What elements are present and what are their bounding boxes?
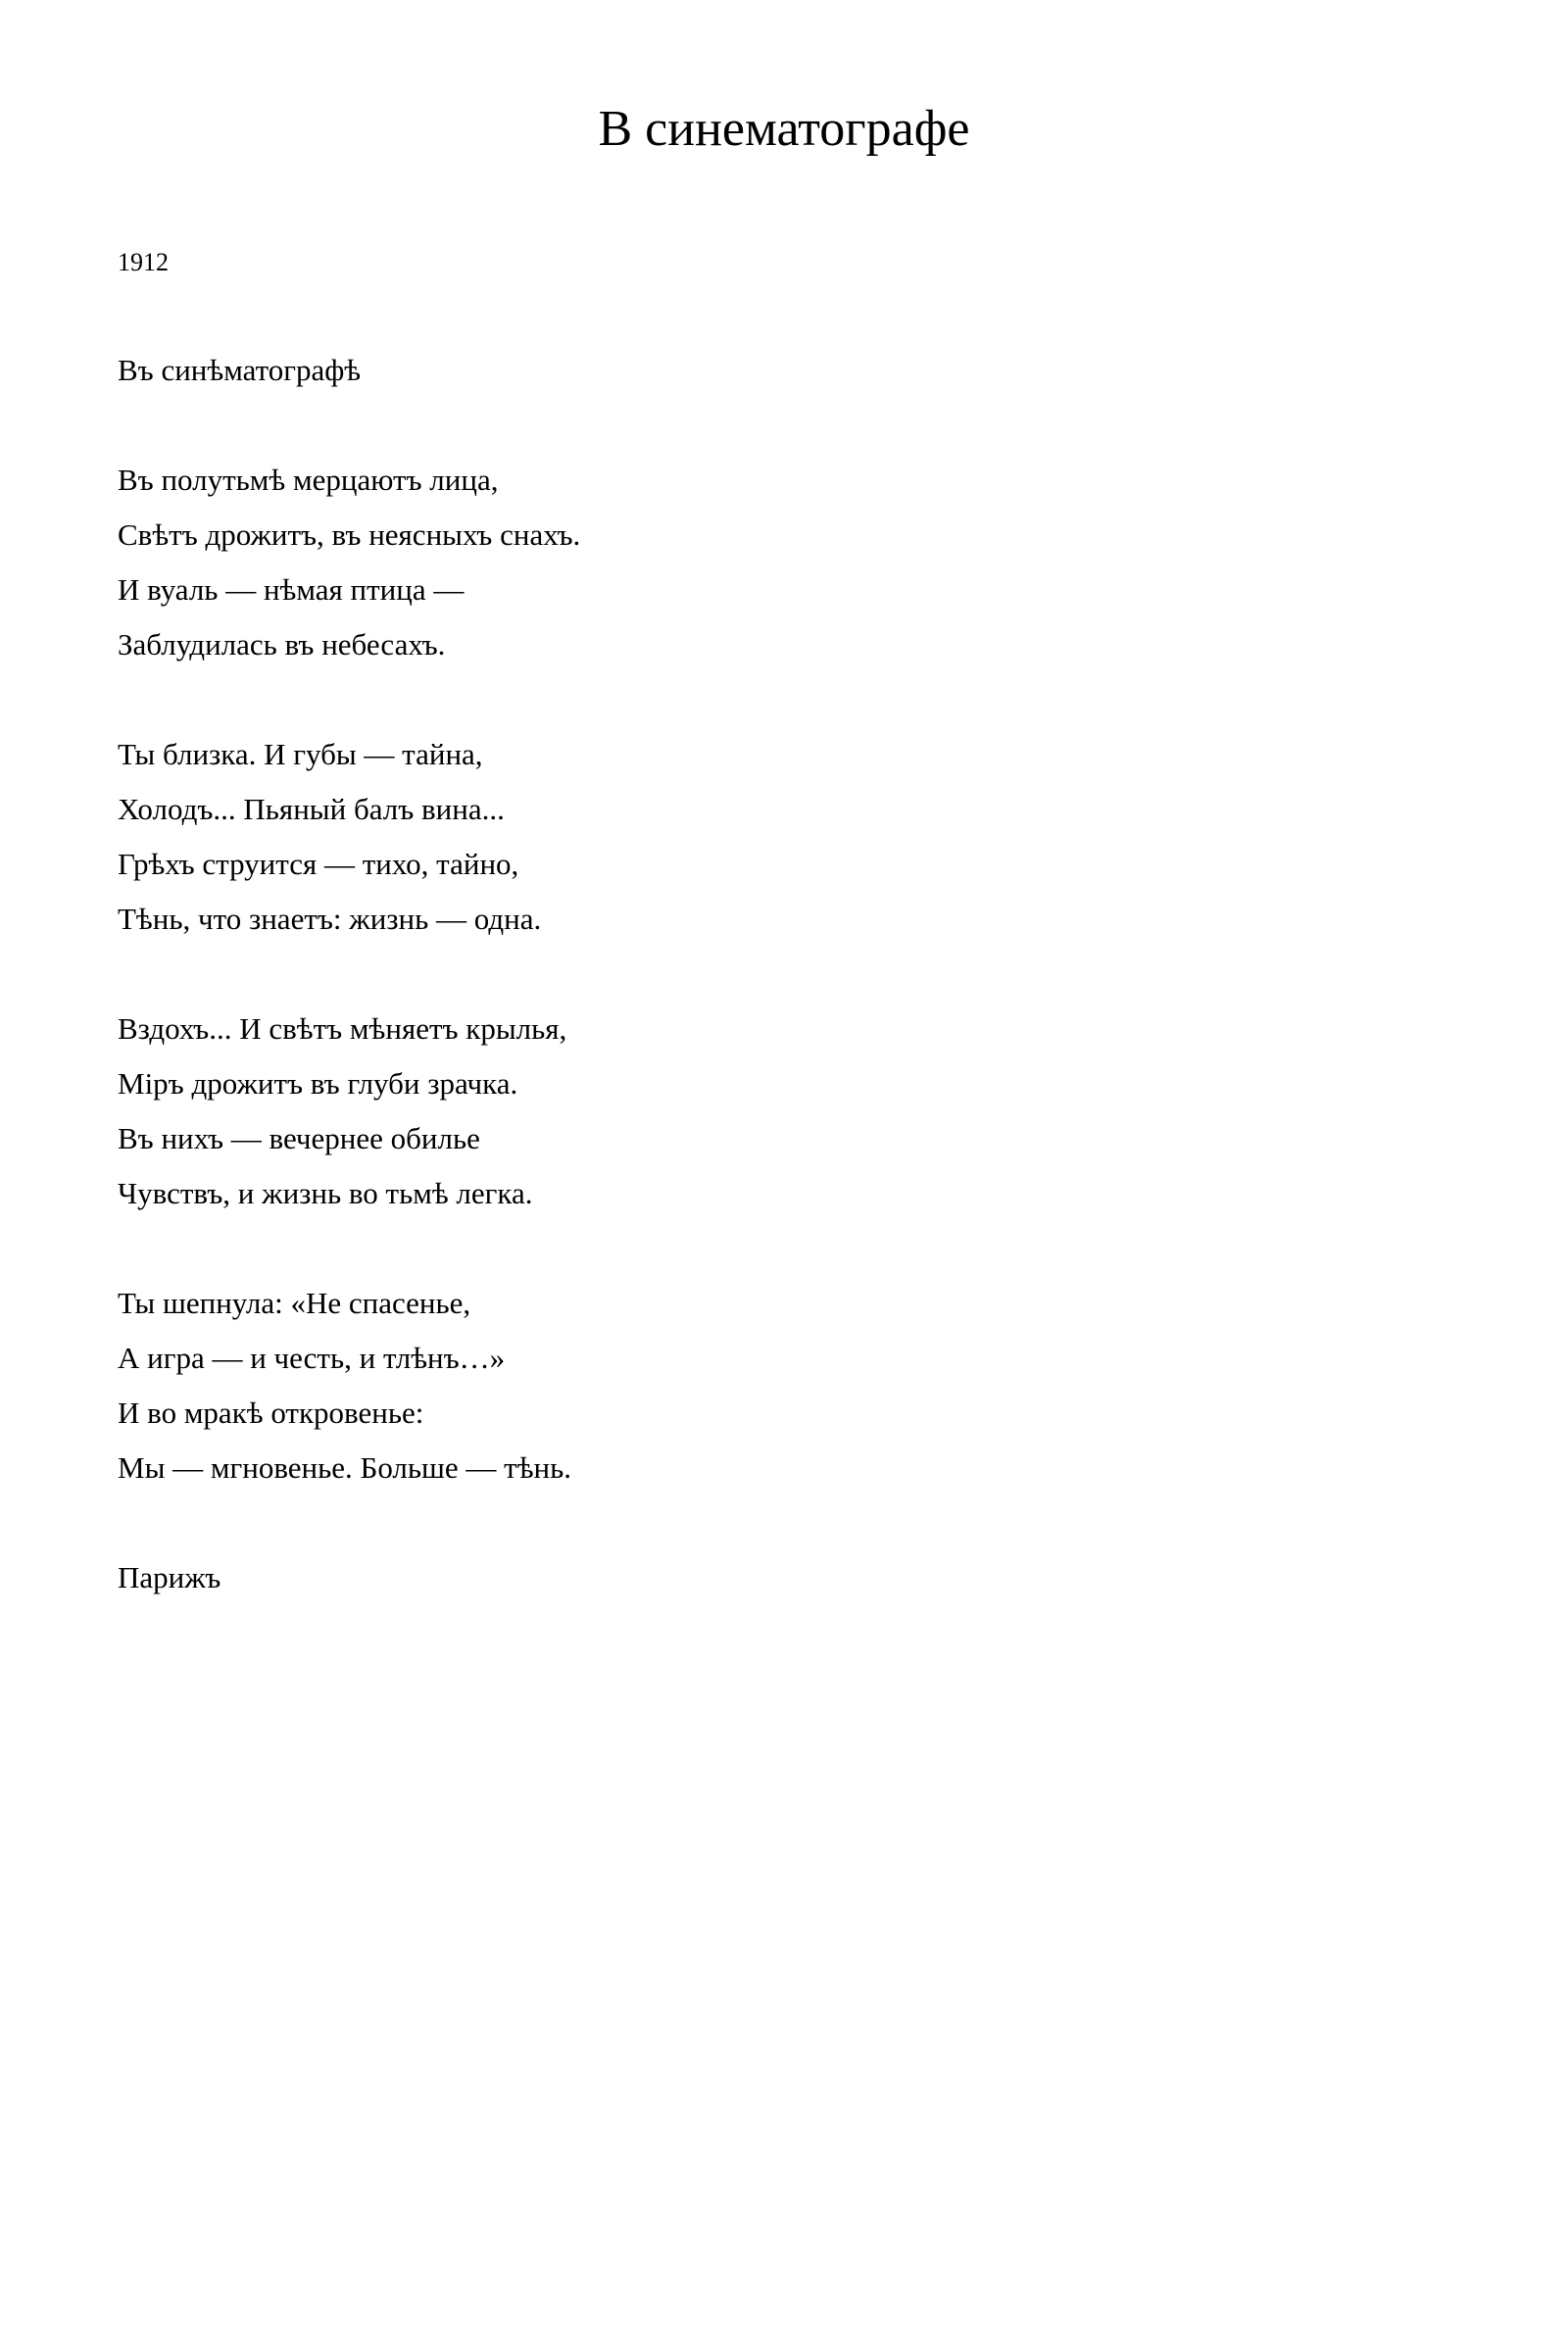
poem-body (118, 343, 1450, 1605)
poem-line: Въ полутьмѣ мерцаютъ лица, (118, 463, 499, 497)
poem-line: Въ нихъ — вечернее обилье (118, 1121, 480, 1155)
poem-line: Мы — мгновенье. Больше — тѣнь. (118, 1450, 572, 1485)
poem-line: Міръ дрожитъ въ глуби зрачка. (118, 1066, 518, 1101)
poem-line: Ты близка. И губы — тайна, (118, 737, 483, 771)
poem-line: Вздохъ... И свѣтъ мѣняетъ крылья, (118, 1011, 567, 1046)
spacer (118, 1495, 1450, 1550)
poem-line: И вуаль — нѣмая птица — (118, 572, 465, 607)
stanza-4 (118, 1276, 1450, 1495)
place-signature: Парижъ (118, 1560, 221, 1594)
poem-line: Свѣтъ дрожитъ, въ неясныхъ снахъ. (118, 517, 581, 552)
poem-line: Грѣхъ струится — тихо, тайно, (118, 847, 519, 881)
year-label: 1912 (118, 248, 169, 276)
stanza-2 (118, 727, 1450, 947)
poem-title: Въ синѣматографѣ (118, 353, 362, 387)
stanza-3 (118, 1002, 1450, 1221)
page-title: В синематографе (598, 101, 970, 157)
stanza-1 (118, 453, 1450, 672)
poem-line: А игра — и честь, и тлѣнъ…» (118, 1341, 506, 1375)
poem-line: Холодъ... Пьяный балъ вина... (118, 792, 505, 826)
spacer (118, 398, 1450, 453)
spacer (118, 1221, 1450, 1276)
poem-line: Ты шепнула: «Не спасенье, (118, 1286, 471, 1320)
poem-line: Чувствъ, и жизнь во тьмѣ легка. (118, 1176, 533, 1210)
poem-line: Тѣнь, что знаетъ: жизнь — одна. (118, 902, 542, 936)
spacer (118, 672, 1450, 727)
spacer (118, 947, 1450, 1002)
poem-line: И во мракѣ откровенье: (118, 1396, 424, 1430)
poem-line: Заблудилась въ небесахъ. (118, 627, 446, 662)
